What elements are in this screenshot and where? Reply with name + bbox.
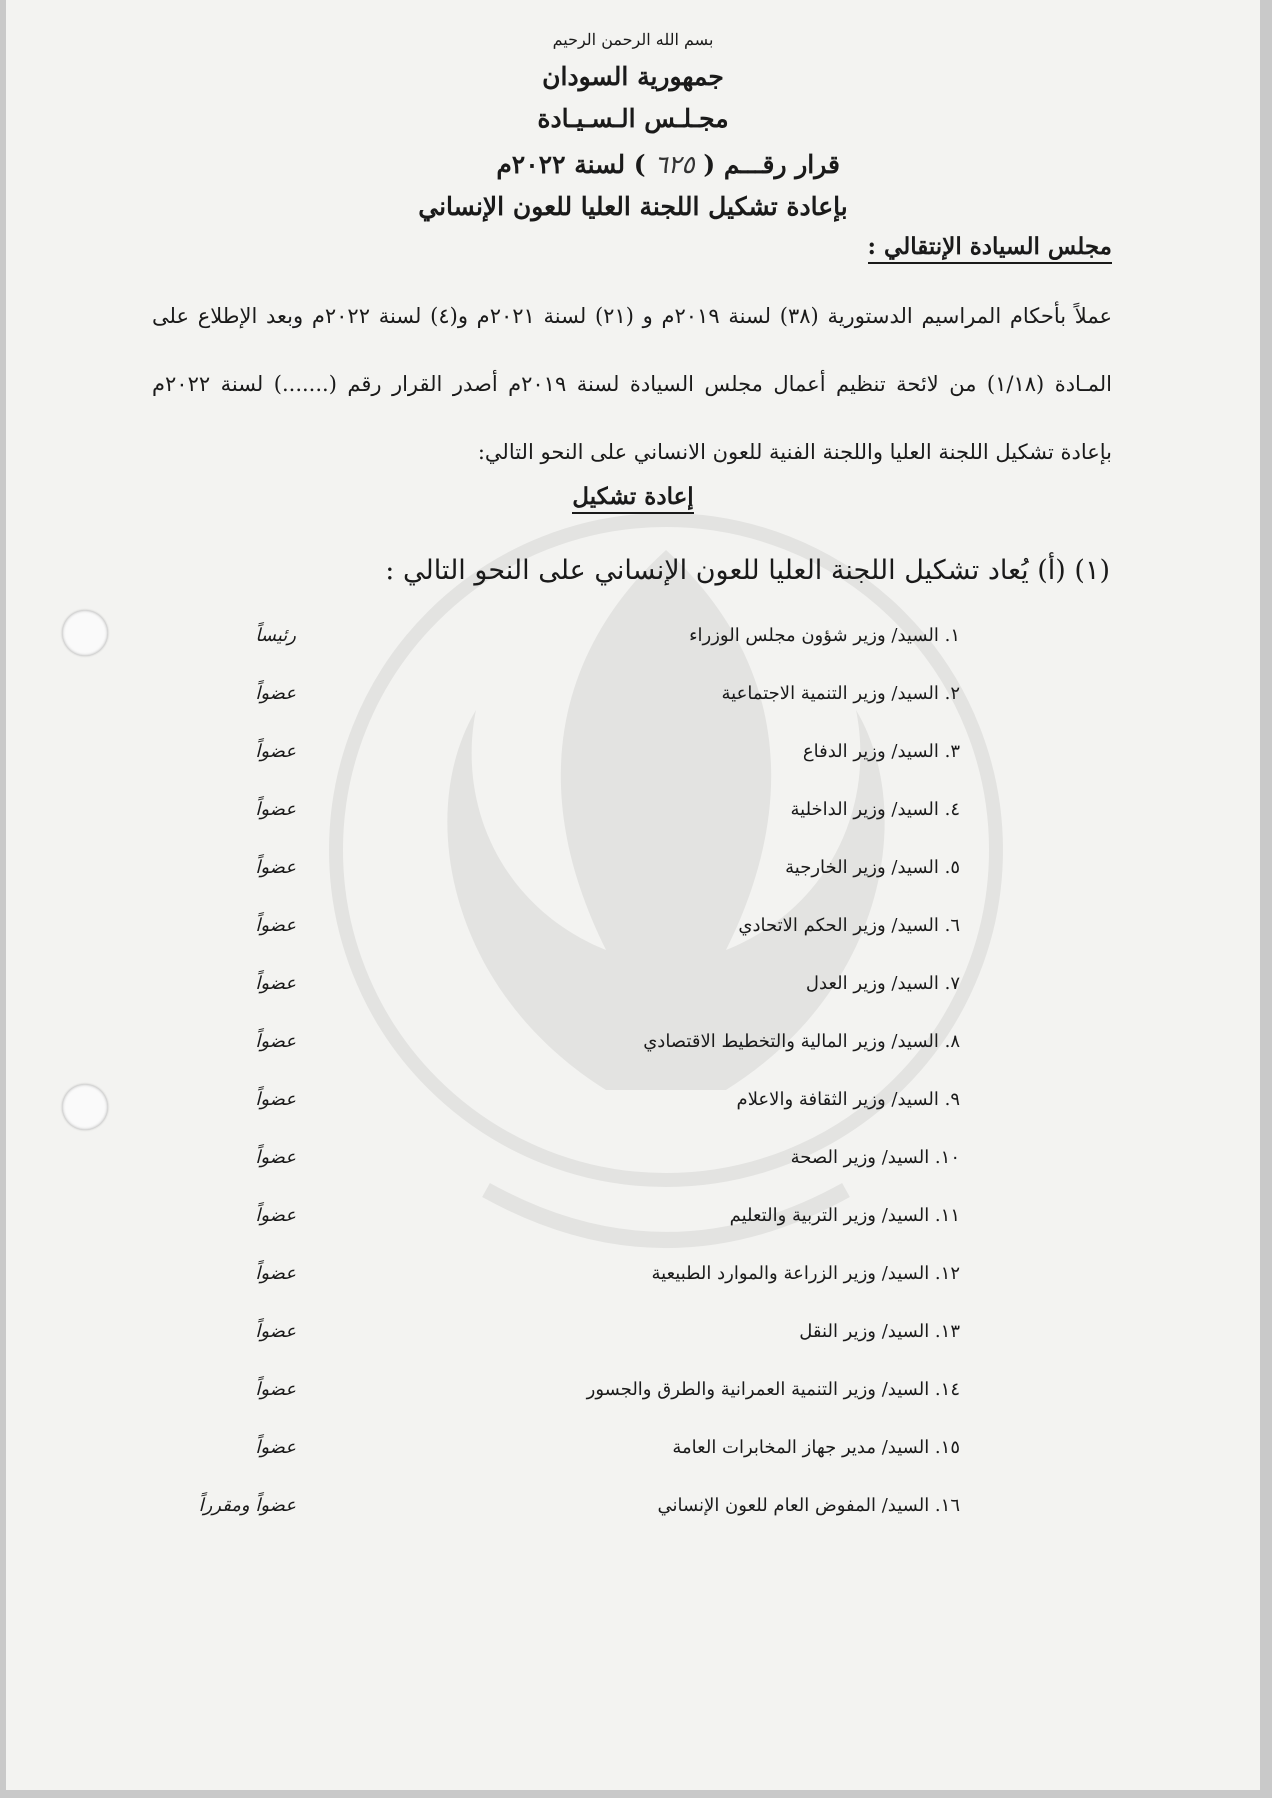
member-name: ١. السيد/ وزير شؤون مجلس الوزراء <box>689 625 960 646</box>
member-name: ١٦. السيد/ المفوض العام للعون الإنساني <box>657 1495 960 1516</box>
member-role: رئيساً <box>255 625 296 646</box>
basmala: بسم الله الرحمن الرحيم <box>552 30 714 49</box>
member-role: عضواً <box>255 1147 296 1168</box>
list-item <box>6 915 1260 963</box>
clause-1: (١) (أ) يُعاد تشكيل اللجنة العليا للعون الإنساني على النحو التالي : <box>385 555 1110 586</box>
member-name: ٤. السيد/ وزير الداخلية <box>790 799 960 820</box>
section-title-text: إعادة تشكيل <box>572 483 693 514</box>
decree-prefix: قرار رقـــم ( <box>703 150 840 179</box>
member-role: عضواً <box>255 1263 296 1284</box>
member-name: ٧. السيد/ وزير العدل <box>805 973 960 994</box>
decree-number-handwritten: ٦٢٥ <box>654 150 695 179</box>
list-item <box>6 1089 1260 1137</box>
member-name: ٢. السيد/ وزير التنمية الاجتماعية <box>721 683 960 704</box>
member-role: عضواً <box>255 1205 296 1226</box>
decree-number-line <box>496 150 840 179</box>
list-item <box>6 741 1260 789</box>
list-item <box>6 799 1260 847</box>
member-name: ٨. السيد/ وزير المالية والتخطيط الاقتصادي <box>643 1031 960 1052</box>
member-role: عضواً <box>255 1089 296 1110</box>
list-item <box>6 1379 1260 1427</box>
list-item <box>6 973 1260 1021</box>
member-role: عضواً <box>255 799 296 820</box>
list-item <box>6 857 1260 905</box>
member-name: ٥. السيد/ وزير الخارجية <box>785 857 960 878</box>
list-item <box>6 625 1260 673</box>
member-role: عضواً <box>255 1437 296 1458</box>
document-page <box>6 0 1260 1790</box>
decree-suffix: ) لسنة ٢٠٢٢م <box>496 150 646 179</box>
member-role: عضواً <box>255 1379 296 1400</box>
member-name: ٣. السيد/ وزير الدفاع <box>802 741 960 762</box>
member-name: ٦. السيد/ وزير الحكم الاتحادي <box>738 915 960 936</box>
member-role: عضواً <box>255 857 296 878</box>
list-item <box>6 1205 1260 1253</box>
section-title <box>6 483 1260 510</box>
list-item <box>6 683 1260 731</box>
member-role: عضواً <box>255 973 296 994</box>
member-role: عضواً ومقرراً <box>198 1495 296 1516</box>
member-role: عضواً <box>255 741 296 762</box>
member-name: ١٠. السيد/ وزير الصحة <box>790 1147 960 1168</box>
member-name: ٩. السيد/ وزير الثقافة والاعلام <box>736 1089 960 1110</box>
list-item <box>6 1031 1260 1079</box>
member-role: عضواً <box>255 915 296 936</box>
member-role: عضواً <box>255 1321 296 1342</box>
decree-subject: بإعادة تشكيل اللجنة العليا للعون الإنساني <box>418 192 848 221</box>
list-item <box>6 1147 1260 1195</box>
member-name: ١٥. السيد/ مدير جهاز المخابرات العامة <box>672 1437 960 1458</box>
list-item <box>6 1437 1260 1485</box>
member-name: ١٢. السيد/ وزير الزراعة والموارد الطبيعية <box>651 1263 960 1284</box>
list-item <box>6 1321 1260 1369</box>
country-name: جمهورية السودان <box>542 62 724 91</box>
preamble-paragraph: عملاً بأحكام المراسيم الدستورية (٣٨) لسنة ٢٠١٩م و (٢١) لسنة ٢٠٢١م و(٤) لسنة ٢٠٢٢م وبعد الإطلاع على المـادة (١/١٨) من لائحة تنظيم أعمال مجلس السيادة لسنة ٢٠١٩م أصدر القرار رقم (.......) لسنة ٢٠٢٢م بإعادة تشكيل اللجنة العليا واللجنة الفنية للعون الانساني على النحو التالي: <box>152 304 1113 464</box>
issuer-heading: مجلس السيادة الإنتقالي : <box>868 233 1112 264</box>
member-role: عضواً <box>255 1031 296 1052</box>
list-item <box>6 1495 1260 1543</box>
member-name: ١٣. السيد/ وزير النقل <box>799 1321 960 1342</box>
member-role: عضواً <box>255 683 296 704</box>
member-name: ١١. السيد/ وزير التربية والتعليم <box>729 1205 960 1226</box>
list-item <box>6 1263 1260 1311</box>
council-name: مجـلـس الـسـيـادة <box>537 104 729 133</box>
member-name: ١٤. السيد/ وزير التنمية العمرانية والطرق والجسور <box>586 1379 960 1400</box>
